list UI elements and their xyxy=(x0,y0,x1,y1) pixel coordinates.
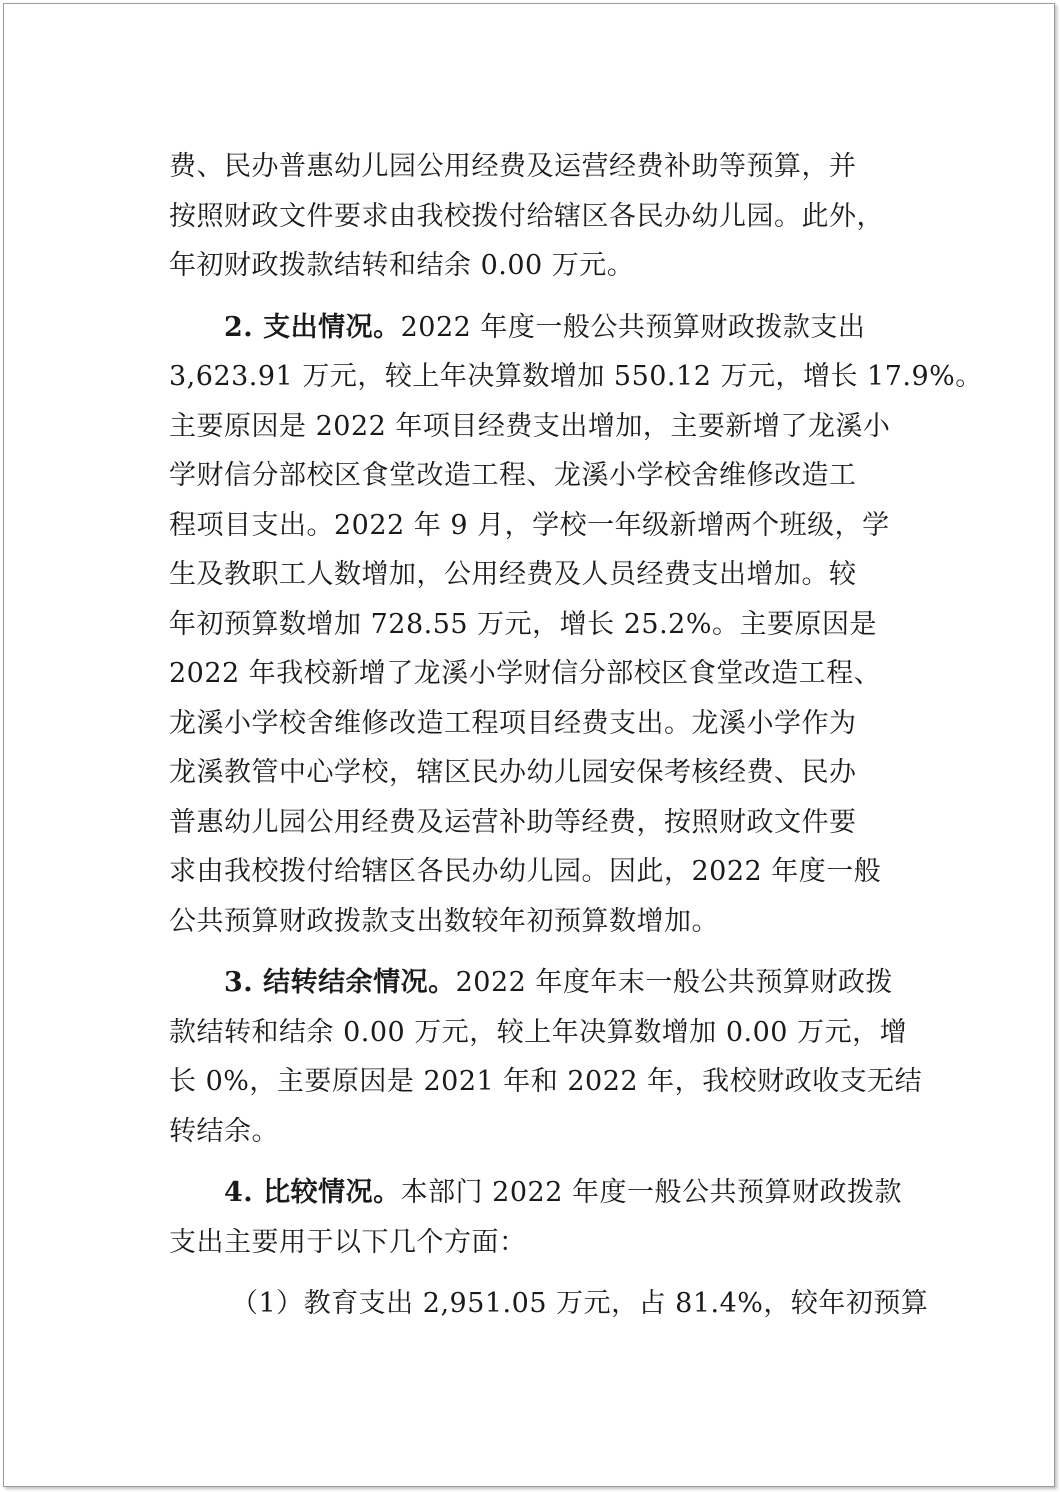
text-line xyxy=(169,1168,929,1218)
paragraph-education xyxy=(169,1279,929,1329)
text-line xyxy=(169,303,929,353)
text-line: 年初预算数增加 728.55 万元，增长 25.2%。主要原因是 xyxy=(169,608,877,640)
text-line: 普惠幼儿园公用经费及运营补助等经费，按照财政文件要 xyxy=(169,806,857,838)
paragraph-carryover xyxy=(169,958,929,1156)
text-line: 年初财政拨款结转和结余 0.00 万元。 xyxy=(169,250,635,281)
text-line: 龙溪教管中心学校，辖区民办幼儿园安保考核经费、民办 xyxy=(169,757,857,788)
text-line: 公共预算财政拨款支出数较年初预算数增加。 xyxy=(169,905,719,937)
text-line xyxy=(169,958,929,1008)
text-line: 程项目支出。2022 年 9 月，学校一年级新增两个班级，学 xyxy=(169,509,890,541)
text-line: 龙溪小学校舍维修改造工程项目经费支出。龙溪小学作为 xyxy=(169,707,857,739)
text-line: 求由我校拨付给辖区各民办幼儿园。因此，2022 年度一般 xyxy=(169,856,882,887)
paragraph-comparison xyxy=(169,1168,929,1267)
text-line: 2022 年我校新增了龙溪小学财信分部校区食堂改造工程、 xyxy=(169,658,882,689)
section-heading: 3. 结转结余情况。 xyxy=(224,967,456,998)
text-line: 3,623.91 万元，较上年决算数增加 550.12 万元，增长 17.9%。 xyxy=(169,361,983,392)
text-line: 长 0%，主要原因是 2021 年和 2022 年，我校财政收支无结 xyxy=(169,1066,923,1097)
text-line: 支出主要用于以下几个方面： xyxy=(169,1226,527,1258)
text-span: 2022 年度一般公共预算财政拨款支出 xyxy=(400,311,866,343)
document-body xyxy=(169,142,983,1329)
text-line: （1）教育支出 2,951.05 万元，占 81.4%，较年初预算 xyxy=(231,1288,929,1319)
text-span: 2022 年度年末一般公共预算财政拨 xyxy=(455,967,893,998)
section-heading: 2. 支出情况。 xyxy=(224,311,401,343)
paragraph-income-continued xyxy=(169,142,929,291)
text-line: 费、民办普惠幼儿园公用经费及运营经费补助等预算，并 xyxy=(169,151,857,182)
text-line: 生及教职工人数增加，公用经费及人员经费支出增加。较 xyxy=(169,559,857,590)
document-page xyxy=(3,3,1055,1487)
text-line: 按照财政文件要求由我校拨付给辖区各民办幼儿园。此外， xyxy=(169,200,884,232)
text-span: 本部门 2022 年度一般公共预算财政拨款 xyxy=(400,1177,902,1208)
text-line: 转结余。 xyxy=(169,1115,279,1147)
paragraph-expenditure xyxy=(169,303,983,947)
section-heading: 4. 比较情况。 xyxy=(224,1177,401,1208)
text-line: 主要原因是 2022 年项目经费支出增加，主要新增了龙溪小 xyxy=(169,410,891,442)
text-line: 款结转和结余 0.00 万元，较上年决算数增加 0.00 万元，增 xyxy=(169,1016,908,1048)
text-line: 学财信分部校区食堂改造工程、龙溪小学校舍维修改造工 xyxy=(169,460,857,491)
